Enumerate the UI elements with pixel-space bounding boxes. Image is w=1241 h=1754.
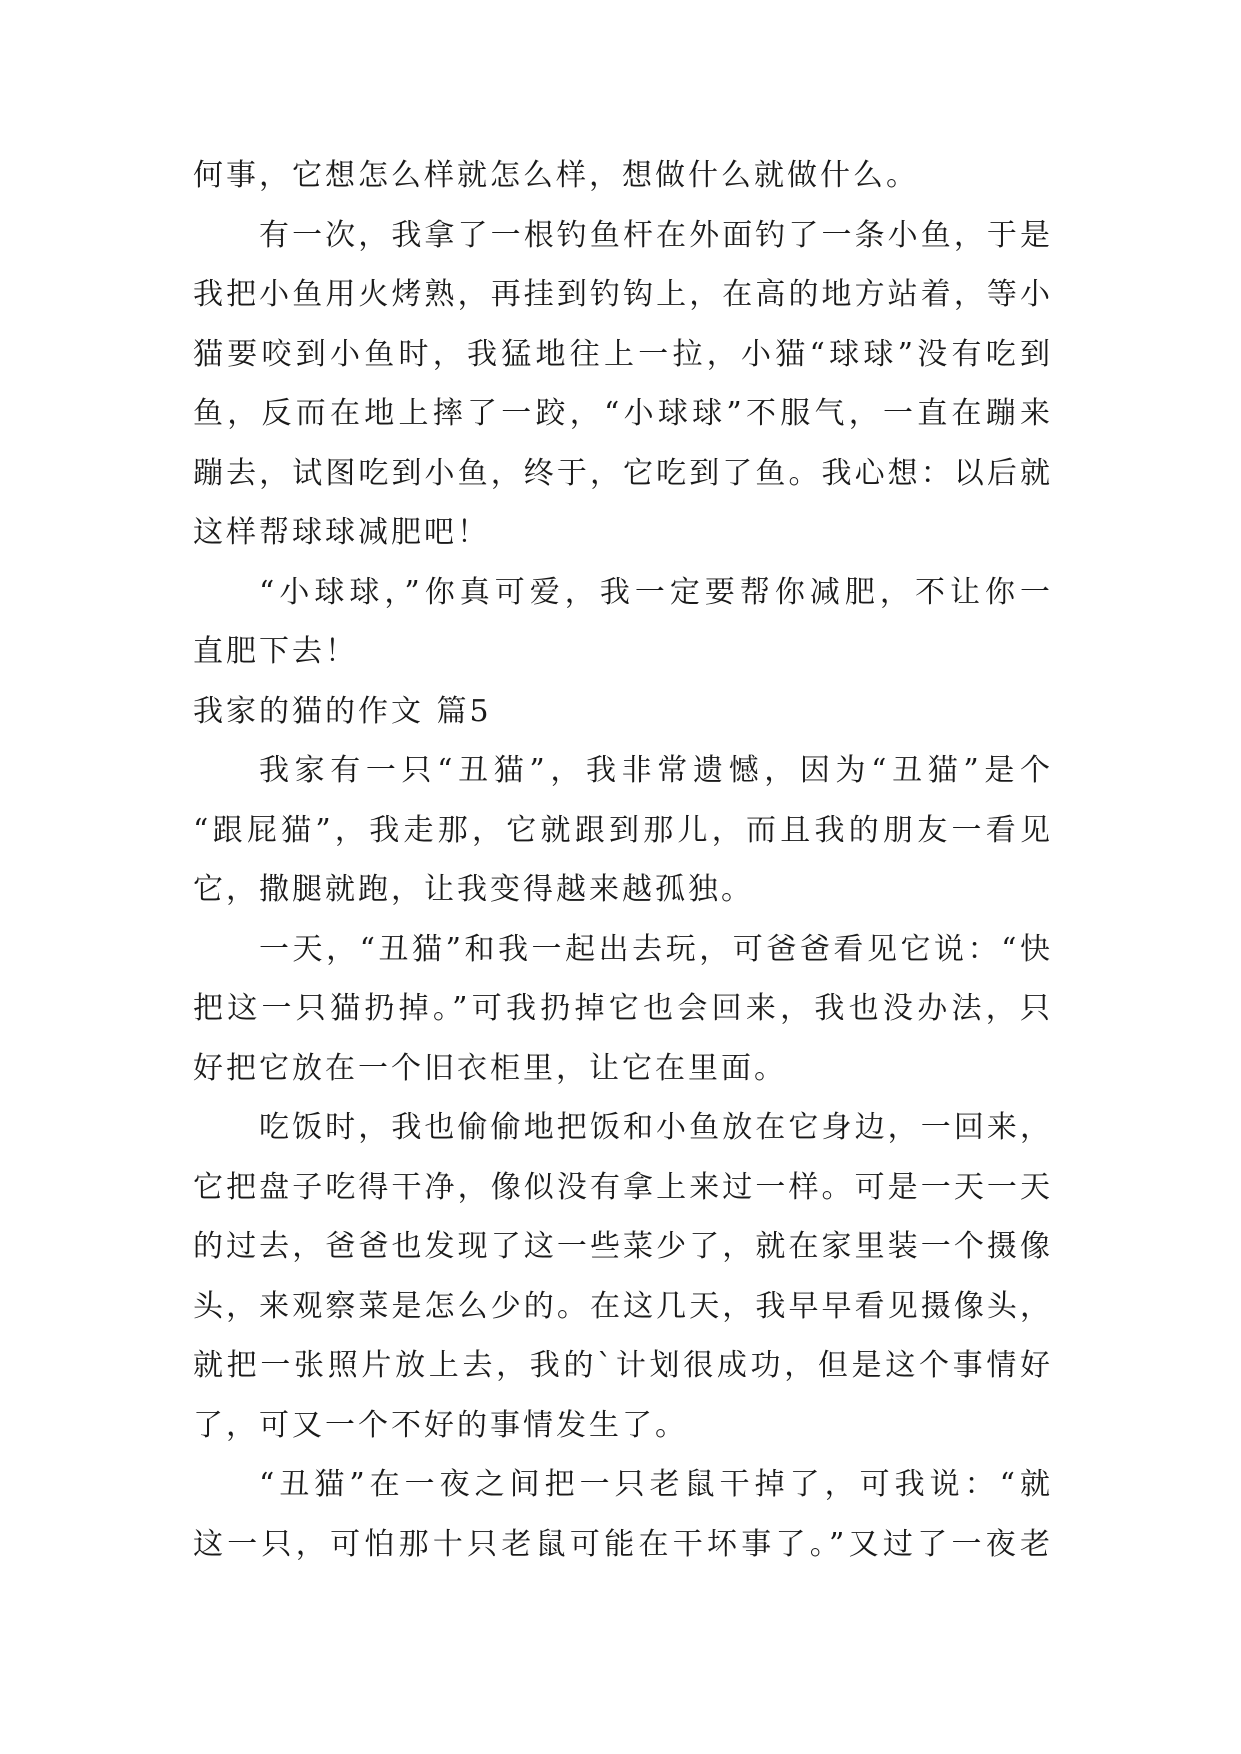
text-line: 直肥下去！ bbox=[193, 634, 358, 669]
text-line: 鱼，反而在地上摔了一跤，“小球球”不服气，一直在蹦来 bbox=[193, 396, 1053, 431]
text-line: 一天，“丑猫”和我一起出去玩，可爸爸看见它说：“快 bbox=[259, 931, 1053, 967]
text-line: 吃饭时，我也偷偷地把饭和小鱼放在它身边，一回来， bbox=[259, 1110, 1053, 1145]
text-line: “跟屁猫”，我走那，它就跟到那儿，而且我的朋友一看见 bbox=[193, 812, 1053, 848]
section-heading bbox=[193, 682, 1053, 742]
text-line: 猫要咬到小鱼时，我猛地往上一拉，小猫“球球”没有吃到 bbox=[193, 336, 1053, 372]
text-line: 好把它放在一个旧衣柜里，让它在里面。 bbox=[193, 1050, 787, 1086]
text-line: 这样帮球球减肥吧！ bbox=[193, 515, 490, 550]
text-line: 把这一只猫扔掉。”可我扔掉它也会回来，我也没办法，只 bbox=[193, 991, 1053, 1026]
paragraph bbox=[193, 920, 1053, 1099]
paragraph bbox=[193, 206, 1053, 563]
text-line: 就把一张照片放上去，我的`计划很成功，但是这个事情好 bbox=[193, 1348, 1053, 1383]
document-body bbox=[193, 146, 1053, 1574]
heading-text: 我家的猫的作文 篇5 bbox=[193, 693, 492, 729]
paragraph bbox=[193, 1098, 1053, 1455]
paragraph bbox=[193, 1455, 1053, 1574]
text-line: 我家有一只“丑猫”，我非常遗憾，因为“丑猫”是个 bbox=[259, 753, 1053, 788]
text-line: 蹦去，试图吃到小鱼，终于，它吃到了鱼。我心想：以后就 bbox=[193, 455, 1053, 491]
text-line: 有一次，我拿了一根钓鱼杆在外面钓了一条小鱼，于是 bbox=[259, 217, 1053, 253]
text-line: 的过去，爸爸也发现了这一些菜少了，就在家里装一个摄像 bbox=[193, 1229, 1053, 1264]
text-line: 头，来观察菜是怎么少的。在这几天，我早早看见摄像头， bbox=[193, 1288, 1053, 1324]
text-line: 它把盘子吃得干净，像似没有拿上来过一样。可是一天一天 bbox=[193, 1169, 1053, 1205]
paragraph bbox=[193, 741, 1053, 920]
text-line: 这一只，可怕那十只老鼠可能在干坏事了。”又过了一夜老 bbox=[193, 1526, 1053, 1562]
paragraph bbox=[193, 146, 1053, 206]
text-line: 我把小鱼用火烤熟，再挂到钓钩上，在高的地方站着，等小 bbox=[193, 277, 1053, 312]
text-line: 了，可又一个不好的事情发生了。 bbox=[193, 1407, 688, 1443]
text-line: “小球球，”你真可爱，我一定要帮你减肥，不让你一 bbox=[259, 574, 1053, 610]
text-line: 它，撒腿就跑，让我变得越来越孤独。 bbox=[193, 872, 754, 907]
text-line: “丑猫”在一夜之间把一只老鼠干掉了，可我说：“就 bbox=[259, 1467, 1053, 1502]
paragraph bbox=[193, 563, 1053, 682]
text-line: 何事，它想怎么样就怎么样，想做什么就做什么。 bbox=[193, 158, 919, 193]
